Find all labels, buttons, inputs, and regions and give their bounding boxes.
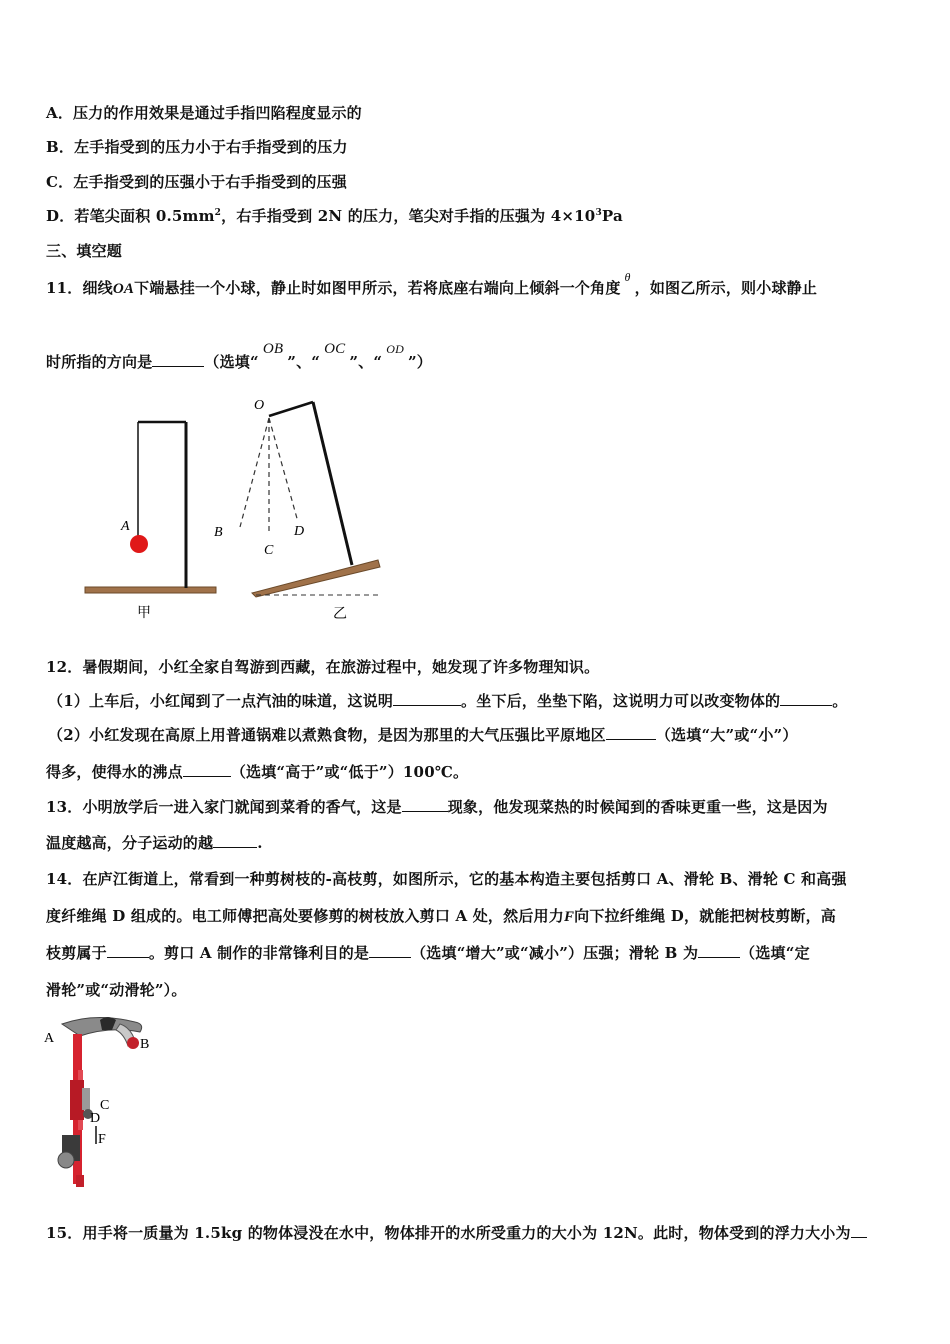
answer-blank[interactable] bbox=[393, 691, 461, 706]
label-c: C bbox=[100, 1098, 110, 1113]
answer-blank[interactable] bbox=[369, 943, 411, 958]
answer-blank[interactable] bbox=[698, 943, 740, 958]
caption-jia: 甲 bbox=[137, 605, 151, 621]
q14-line2: 度纤维绳 D 组成的。电工师傅把高处要修剪的树枝放入剪口 A 处，然后用力F向下拉纤维绳 D，就能把树枝剪断，高 bbox=[46, 907, 837, 925]
answer-blank[interactable] bbox=[213, 833, 257, 848]
answer-blank[interactable] bbox=[851, 1223, 867, 1238]
ball bbox=[130, 535, 148, 553]
label-d: D bbox=[294, 524, 305, 539]
label-d: D bbox=[90, 1111, 101, 1126]
label-f: F bbox=[98, 1132, 106, 1147]
pendulum-figure bbox=[80, 392, 390, 622]
option-c: C．左手指受到的压强小于右手指受到的压强 bbox=[46, 173, 347, 191]
dashed-ob bbox=[240, 418, 269, 527]
answer-blank[interactable] bbox=[183, 762, 231, 777]
section-heading: 三、填空题 bbox=[46, 242, 123, 260]
q11-line2: 时所指的方向是 （选填“OB”、“OC”、“$^{OD}$”） bbox=[46, 341, 432, 371]
caption-yi: 乙 bbox=[333, 606, 347, 622]
answer-blank[interactable] bbox=[107, 943, 149, 958]
label-b: B bbox=[214, 525, 223, 540]
answer-blank[interactable] bbox=[402, 797, 448, 812]
answer-blank[interactable] bbox=[780, 691, 832, 706]
label-o: O bbox=[254, 398, 265, 413]
q14-line3: 枝剪属于 。剪口 A 制作的非常锋利目的是 （选填“增大”或“减小”）压强；滑轮 B 为 （选填“定 bbox=[46, 944, 810, 962]
q12-intro: 12．暑假期间，小红全家自驾游到西藏，在旅游过程中，她发现了许多物理知识。 bbox=[46, 658, 600, 676]
q11-line1: 11．细线OA下端悬挂一个小球，静止时如图甲所示，若将底座右端向上倾斜一个角度$^\theta$，如图乙所示，则小球静止 bbox=[46, 270, 818, 297]
q12-part2: （2）小红发现在高原上用普通锅难以煮熟食物，是因为那里的大气压强比平原地区 （选填“大”或“小”） bbox=[48, 726, 798, 744]
option-b: B．左手指受到的压力小于右手指受到的压力 bbox=[46, 138, 348, 156]
q15-line1: 15．用手将一质量为 1.5kg 的物体浸没在水中，物体排开的水所受重力的大小为 12N。此时，物体受到的浮力大小为 bbox=[46, 1222, 867, 1243]
pruning-shears-figure bbox=[40, 1010, 170, 1190]
lever bbox=[70, 1080, 84, 1120]
dashed-od bbox=[269, 418, 298, 522]
q13-line1: 13．小明放学后一进入家门就闻到菜肴的香气，这是 现象，他发现菜热的时候闻到的香味更重一些，这是因为 bbox=[46, 798, 828, 816]
stand-arm-yi bbox=[269, 402, 313, 416]
pole-end bbox=[76, 1175, 84, 1187]
label-b: B bbox=[140, 1037, 150, 1052]
label-c: C bbox=[264, 543, 274, 558]
stand-pole-yi bbox=[313, 402, 352, 565]
q12-part2-cont: 得多，使得水的沸点 （选填“高于”或“低于”）100℃。 bbox=[46, 763, 469, 781]
handle-knob bbox=[58, 1152, 74, 1168]
answer-blank[interactable] bbox=[606, 725, 656, 740]
q14-line1: 14．在庐江街道上，常看到一种剪树枝的-高枝剪，如图所示，它的基本构造主要包括剪口 A、滑轮 B、滑轮 C 和高强 bbox=[46, 870, 847, 888]
answer-blank[interactable] bbox=[152, 352, 204, 367]
q12-part1: （1）上车后，小红闻到了一点汽油的味道，这说明 。坐下后，坐垫下陷，这说明力可以改变物体的 。 bbox=[48, 692, 848, 710]
label-a: A bbox=[121, 519, 130, 534]
tilted-base-yi bbox=[252, 560, 380, 597]
pulley-c bbox=[82, 1088, 90, 1110]
q14-line4: 滑轮”或“动滑轮”）。 bbox=[46, 981, 187, 999]
option-a: A．压力的作用效果是通过手指凹陷程度显示的 bbox=[46, 104, 362, 122]
q13-line2: 温度越高，分子运动的越 . bbox=[46, 834, 263, 852]
option-d: D．若笔尖面积 $0.5mm^2$，右手指受到 2N 的压力，笔尖对手指的压强为 $4\times 10^3Pa$ bbox=[46, 207, 623, 225]
pulley-b bbox=[127, 1037, 139, 1049]
label-a: A bbox=[44, 1031, 55, 1046]
base-plate-jia bbox=[85, 587, 216, 593]
